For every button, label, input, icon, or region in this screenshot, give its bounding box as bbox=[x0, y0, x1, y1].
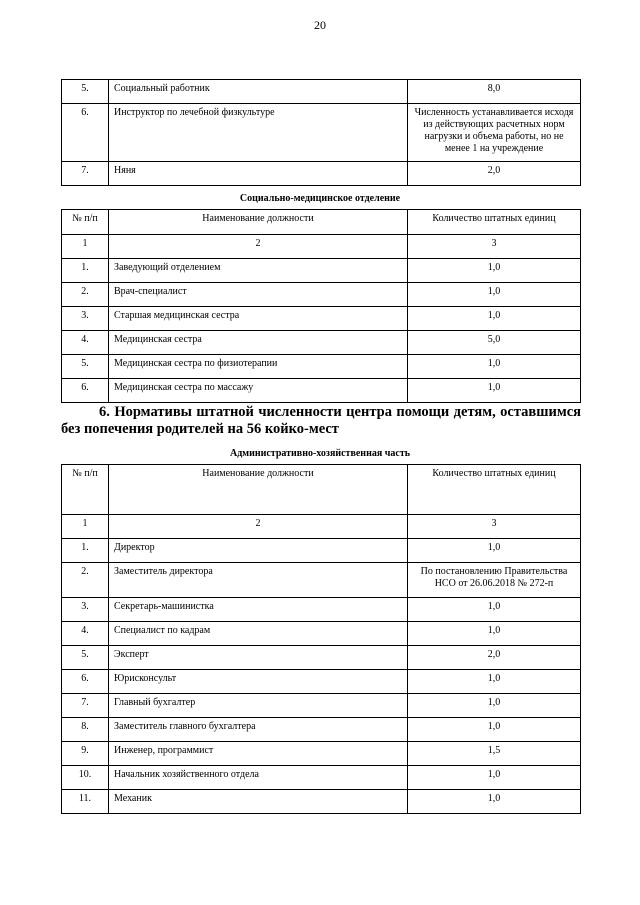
position-name: Врач-специалист bbox=[109, 283, 408, 307]
row-number: 10. bbox=[62, 766, 109, 790]
table-row bbox=[62, 104, 581, 162]
table-index-row bbox=[62, 235, 581, 259]
staff-count: 8,0 bbox=[408, 80, 581, 104]
position-name: Инструктор по лечебной физкультуре bbox=[109, 104, 408, 162]
index-cell: 3 bbox=[408, 235, 581, 259]
table-row bbox=[62, 355, 581, 379]
row-number: 2. bbox=[62, 563, 109, 598]
position-name: Медицинская сестра bbox=[109, 331, 408, 355]
row-number: 1. bbox=[62, 259, 109, 283]
index-cell: 2 bbox=[109, 515, 408, 539]
page-number: 20 bbox=[314, 18, 326, 32]
table-row bbox=[62, 80, 581, 104]
table-row bbox=[62, 283, 581, 307]
row-number: 4. bbox=[62, 622, 109, 646]
staff-count: 2,0 bbox=[408, 646, 581, 670]
position-name: Медицинская сестра по физиотерапии bbox=[109, 355, 408, 379]
table-row bbox=[62, 766, 581, 790]
header-number: № п/п bbox=[62, 465, 109, 515]
position-name: Начальник хозяйственного отдела bbox=[109, 766, 408, 790]
table-row bbox=[62, 539, 581, 563]
header-position: Наименование должности bbox=[109, 465, 408, 515]
table-row bbox=[62, 379, 581, 403]
row-number: 6. bbox=[62, 104, 109, 162]
table-row bbox=[62, 670, 581, 694]
table-row bbox=[62, 742, 581, 766]
table-row bbox=[62, 718, 581, 742]
staff-table-continuation bbox=[61, 79, 581, 186]
staff-count: 1,5 bbox=[408, 742, 581, 766]
staff-count: 1,0 bbox=[408, 259, 581, 283]
row-number: 4. bbox=[62, 331, 109, 355]
row-number: 5. bbox=[62, 80, 109, 104]
position-name: Секретарь-машинистка bbox=[109, 598, 408, 622]
position-name: Специалист по кадрам bbox=[109, 622, 408, 646]
row-number: 5. bbox=[62, 646, 109, 670]
heading-line-2: без попечения родителей на 56 койко-мест bbox=[61, 421, 339, 437]
position-name: Инженер, программист bbox=[109, 742, 408, 766]
staff-count: 5,0 bbox=[408, 331, 581, 355]
position-name: Главный бухгалтер bbox=[109, 694, 408, 718]
staff-count: 1,0 bbox=[408, 307, 581, 331]
index-cell: 3 bbox=[408, 515, 581, 539]
position-name: Заведующий отделением bbox=[109, 259, 408, 283]
row-number: 5. bbox=[62, 355, 109, 379]
row-number: 7. bbox=[62, 162, 109, 186]
header-count: Количество штатных единиц bbox=[408, 465, 581, 515]
staff-count: По постановлению Правительства НСО от 26.06.2018 № 272-п bbox=[408, 563, 581, 598]
row-number: 6. bbox=[62, 379, 109, 403]
position-name: Заместитель главного бухгалтера bbox=[109, 718, 408, 742]
row-number: 11. bbox=[62, 790, 109, 814]
position-name: Старшая медицинская сестра bbox=[109, 307, 408, 331]
position-name: Директор bbox=[109, 539, 408, 563]
row-number: 8. bbox=[62, 718, 109, 742]
row-number: 3. bbox=[62, 307, 109, 331]
position-name: Медицинская сестра по массажу bbox=[109, 379, 408, 403]
table-header-row bbox=[62, 210, 581, 235]
row-number: 3. bbox=[62, 598, 109, 622]
staff-count: 1,0 bbox=[408, 694, 581, 718]
row-number: 1. bbox=[62, 539, 109, 563]
section-heading bbox=[61, 404, 581, 438]
position-name: Эксперт bbox=[109, 646, 408, 670]
position-name: Юрисконсульт bbox=[109, 670, 408, 694]
table-row bbox=[62, 790, 581, 814]
table-row bbox=[62, 331, 581, 355]
staff-count: 1,0 bbox=[408, 790, 581, 814]
staff-count: 1,0 bbox=[408, 355, 581, 379]
table-row bbox=[62, 622, 581, 646]
header-position: Наименование должности bbox=[109, 210, 408, 235]
staff-count: Численность устанавливается исходя из действующих расчетных норм нагрузки и объема работы, но не менее 1 на учреждение bbox=[408, 104, 581, 162]
position-name: Механик bbox=[109, 790, 408, 814]
row-number: 7. bbox=[62, 694, 109, 718]
position-name: Заместитель директора bbox=[109, 563, 408, 598]
staff-count: 1,0 bbox=[408, 379, 581, 403]
table-row bbox=[62, 598, 581, 622]
heading-line-1: 6. Нормативы штатной численности центра помощи детям, оставшимся bbox=[99, 404, 581, 420]
position-name: Социальный работник bbox=[109, 80, 408, 104]
staff-count: 1,0 bbox=[408, 766, 581, 790]
index-cell: 1 bbox=[62, 235, 109, 259]
table-row bbox=[62, 646, 581, 670]
table-index-row bbox=[62, 515, 581, 539]
header-number: № п/п bbox=[62, 210, 109, 235]
table-row bbox=[62, 259, 581, 283]
staff-count: 1,0 bbox=[408, 598, 581, 622]
staff-count: 2,0 bbox=[408, 162, 581, 186]
index-cell: 1 bbox=[62, 515, 109, 539]
table-row bbox=[62, 162, 581, 186]
staff-count: 1,0 bbox=[408, 539, 581, 563]
table-row bbox=[62, 563, 581, 598]
position-name: Няня bbox=[109, 162, 408, 186]
table-row bbox=[62, 694, 581, 718]
section-title-social-medical: Социально-медицинское отделение bbox=[239, 193, 401, 204]
row-number: 9. bbox=[62, 742, 109, 766]
table-row bbox=[62, 307, 581, 331]
staff-table-social-medical bbox=[61, 209, 581, 403]
staff-count: 1,0 bbox=[408, 622, 581, 646]
row-number: 6. bbox=[62, 670, 109, 694]
header-count: Количество штатных единиц bbox=[408, 210, 581, 235]
staff-count: 1,0 bbox=[408, 670, 581, 694]
table-header-row bbox=[62, 465, 581, 515]
staff-count: 1,0 bbox=[408, 718, 581, 742]
staff-count: 1,0 bbox=[408, 283, 581, 307]
section-title-administrative: Административно-хозяйственная часть bbox=[229, 448, 411, 459]
index-cell: 2 bbox=[109, 235, 408, 259]
row-number: 2. bbox=[62, 283, 109, 307]
staff-table-administrative bbox=[61, 464, 581, 814]
